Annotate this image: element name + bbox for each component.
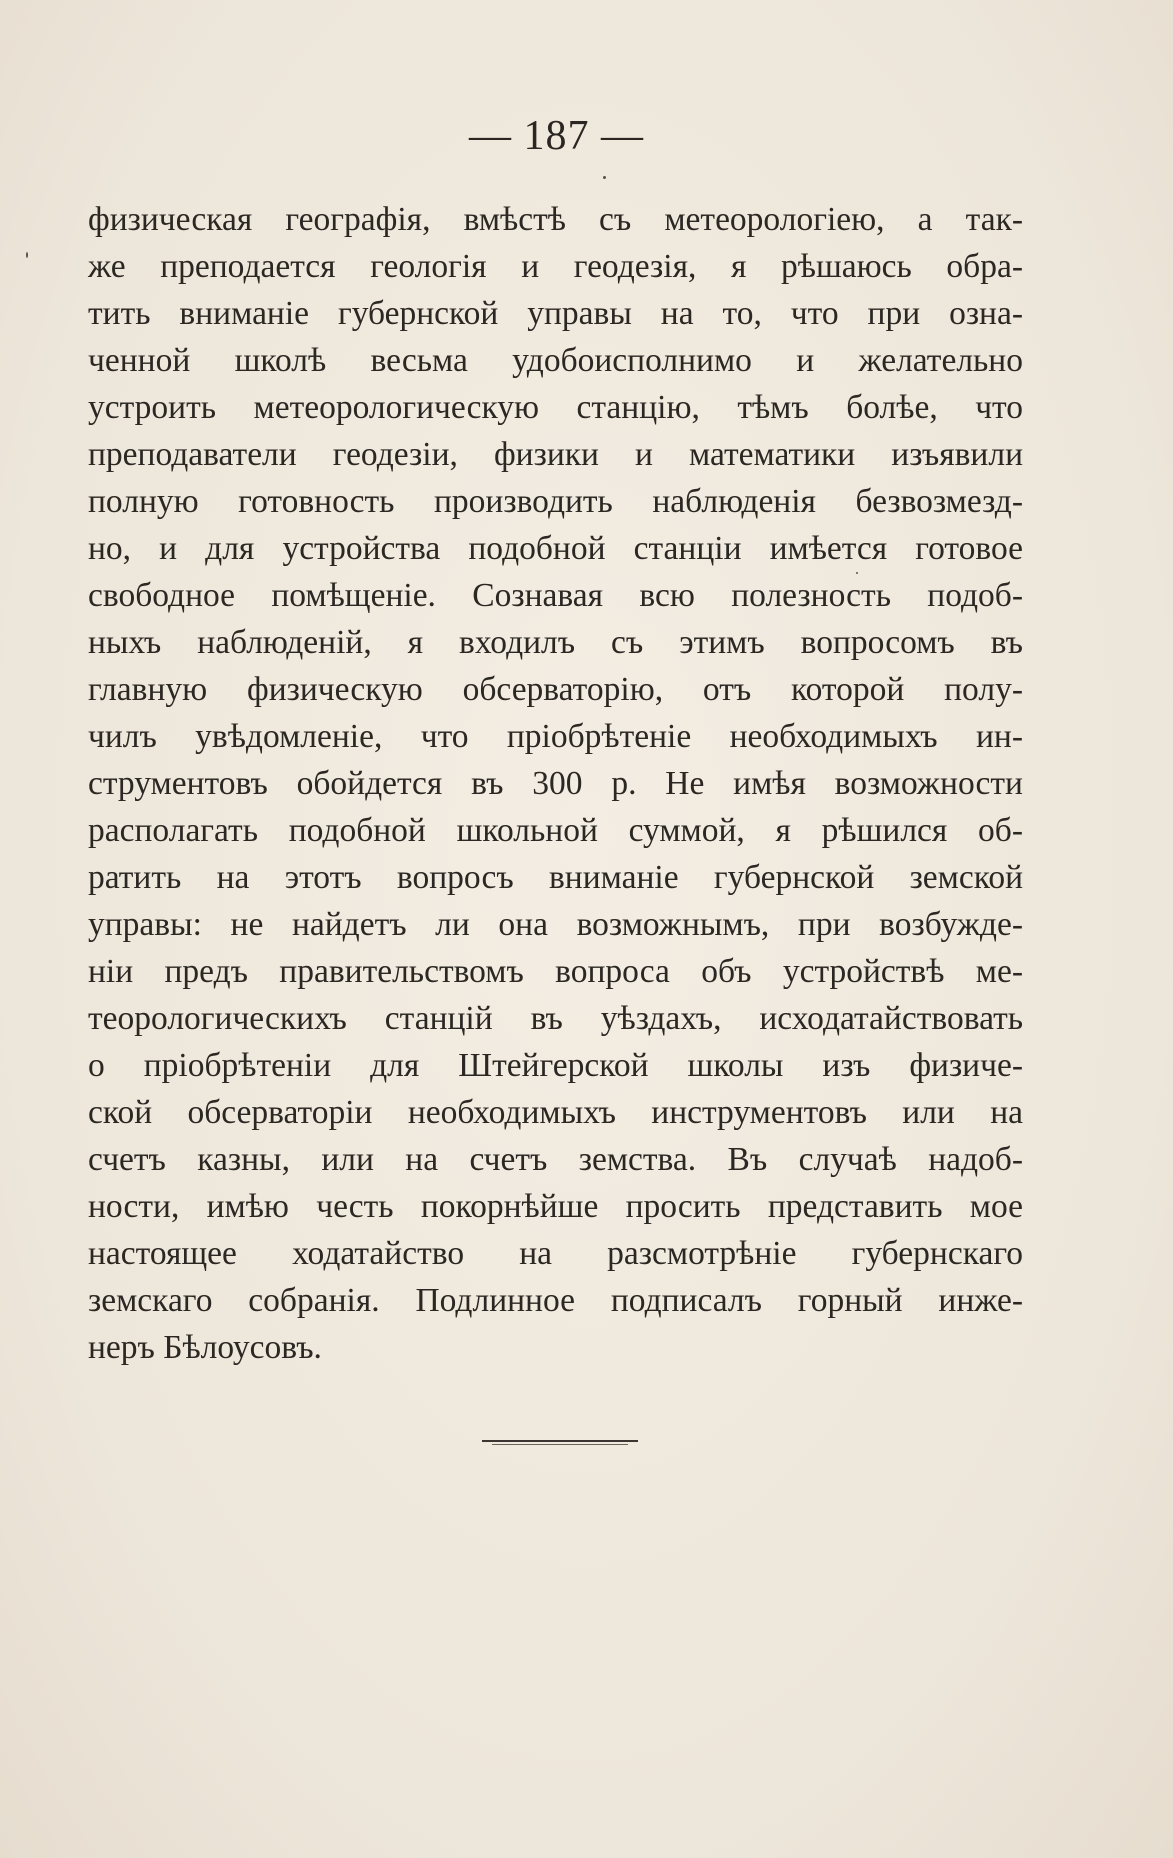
text-line: но, и для устройства подобной станціи имѣется готовое: [88, 530, 1023, 567]
text-line: ности, имѣю честь покорнѣйше просить представить мое: [88, 1188, 1023, 1225]
body-text: [88, 196, 1023, 1371]
text-line: ратить на этотъ вопросъ вниманіе губернской земской: [88, 859, 1023, 896]
text-line: главную физическую обсерваторію, отъ которой полу-: [88, 671, 1023, 708]
text-line: же преподается геологія и геодезія, я рѣшаюсь обра-: [88, 248, 1023, 285]
text-line-last: неръ Бѣлоусовъ.: [88, 1329, 322, 1366]
text-line: тить вниманіе губернской управы на то, что при озна-: [88, 295, 1023, 332]
paper-speck: [603, 176, 606, 179]
section-divider: [482, 1440, 638, 1442]
text-line: настоящее ходатайство на разсмотрѣніе губернскаго: [88, 1235, 1023, 1272]
text-line: располагать подобной школьной суммой, я рѣшился об-: [88, 812, 1023, 849]
text-line: преподаватели геодезіи, физики и математики изъявили: [88, 436, 1023, 473]
text-line: физическая географія, вмѣстѣ съ метеорологіею, а так-: [88, 201, 1023, 238]
text-line: ченной школѣ весьма удобоисполнимо и желательно: [88, 342, 1023, 379]
text-line: ской обсерваторіи необходимыхъ инструментовъ или на: [88, 1094, 1023, 1131]
text-line: струментовъ обойдется въ 300 р. Не имѣя возможности: [88, 765, 1023, 802]
paper-speck: [856, 572, 858, 574]
text-line: счетъ казны, или на счетъ земства. Въ случаѣ надоб-: [88, 1141, 1023, 1178]
text-line: земскаго собранія. Подлинное подписалъ горный инже-: [88, 1282, 1023, 1319]
text-line: теорологическихъ станцій въ уѣздахъ, исходатайствовать: [88, 1000, 1023, 1037]
text-line: ніи предъ правительствомъ вопроса объ устройствѣ ме-: [88, 953, 1023, 990]
paper-speck: [26, 252, 28, 258]
text-line: полную готовность производить наблюденія безвозмезд-: [88, 483, 1023, 520]
text-line: управы: не найдетъ ли она возможнымъ, при возбужде-: [88, 906, 1023, 943]
text-line: устроить метеорологическую станцію, тѣмъ болѣе, что: [88, 389, 1023, 426]
text-line: чилъ увѣдомленіе, что пріобрѣтеніе необходимыхъ ин-: [88, 718, 1023, 755]
text-line: ныхъ наблюденій, я входилъ съ этимъ вопросомъ въ: [88, 624, 1023, 661]
text-line: о пріобрѣтеніи для Штейгерской школы изъ физиче-: [88, 1047, 1023, 1084]
page-number: — 187 —: [469, 113, 644, 159]
text-line: свободное помѣщеніе. Сознавая всю полезность подоб-: [88, 577, 1023, 614]
